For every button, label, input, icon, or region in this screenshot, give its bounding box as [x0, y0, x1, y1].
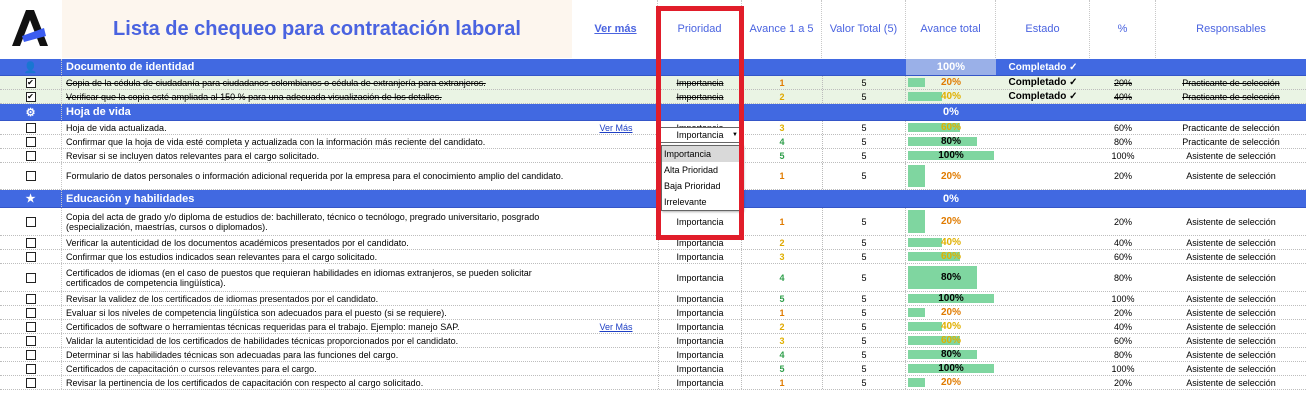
checkbox-cell[interactable] — [0, 121, 62, 134]
dropdown-option[interactable]: Irrelevante — [664, 197, 707, 207]
valor-total: 5 — [822, 264, 906, 291]
checkbox-cell[interactable] — [0, 135, 62, 148]
priority-cell[interactable]: Importancia — [658, 376, 742, 389]
resp-header: Responsables — [1196, 23, 1266, 35]
progress-label: 40% — [940, 237, 961, 248]
table-row — [0, 306, 1306, 320]
task-description: Revisar si se incluyen datos relevantes para el cargo solicitado. — [66, 150, 320, 161]
pct-header: % — [1090, 0, 1156, 58]
progress-label: 60% — [940, 251, 961, 262]
valor-total: 5 — [822, 376, 906, 389]
task-description: Formulario de datos personales o información adicional requerida por la empresa para el conocimiento amplio del candidato. — [66, 171, 564, 181]
section-status: Completado ✓ — [996, 59, 1090, 75]
checkbox-cell[interactable] — [0, 320, 62, 333]
avance-total-cell — [906, 163, 996, 189]
status-cell — [996, 362, 1090, 375]
valor-total: 5 — [822, 250, 906, 263]
checkbox-cell[interactable] — [0, 76, 62, 89]
checkbox-cell[interactable] — [0, 348, 62, 361]
progress-label: 100% — [938, 150, 964, 161]
avance-header: Avance 1 a 5 — [742, 0, 822, 58]
progress-bar — [908, 322, 942, 331]
section-total-value: 0% — [943, 106, 959, 118]
task-description: Determinar si las habilidades técnicas son adecuadas para las funciones del cargo. — [66, 349, 399, 360]
priority-cell[interactable]: Importancia — [658, 90, 742, 103]
avance-value: 2 — [779, 321, 785, 332]
percent-cell: 40% — [1113, 321, 1132, 332]
status-cell — [996, 250, 1090, 263]
task-description: Confirmar que la hoja de vida esté completa y actualizada con la información más reciente del candidato. — [66, 136, 486, 147]
percent-cell: 60% — [1113, 251, 1132, 262]
section-label: Hoja de vida — [66, 106, 131, 118]
checkbox-cell[interactable] — [0, 236, 62, 249]
percent-cell: 60% — [1113, 335, 1132, 346]
progress-label: 100% — [938, 363, 964, 374]
section-row — [0, 190, 1306, 208]
status-cell — [996, 264, 1090, 291]
row-checkbox[interactable] — [26, 238, 36, 248]
progress-bar — [908, 78, 925, 87]
chevron-down-icon[interactable]: ▼ — [732, 132, 738, 138]
percent-cell: 100% — [1111, 363, 1135, 374]
checkbox-cell[interactable] — [0, 90, 62, 103]
progress-bar — [908, 92, 942, 101]
progress-label: 20% — [940, 377, 961, 388]
status-cell — [996, 149, 1090, 162]
responsible-cell: Practicante de selección — [1182, 136, 1280, 147]
avance-total-cell — [906, 320, 996, 333]
avance-total-cell — [906, 376, 996, 389]
status-cell — [996, 236, 1090, 249]
avance-value: 3 — [779, 335, 785, 346]
priority-cell[interactable]: Importancia — [658, 320, 742, 333]
valor-total: 5 — [822, 121, 906, 134]
progress-bar — [908, 165, 925, 187]
valor-total: 5 — [822, 76, 906, 89]
percent-cell: 100% — [1111, 150, 1135, 161]
avance-value: 3 — [779, 122, 785, 133]
percent-cell: 20% — [1113, 77, 1132, 88]
task-description: Evaluar si los niveles de competencia lingüística son adecuados para el puesto (si se requiere). — [66, 307, 447, 318]
ver-mas-link — [574, 163, 658, 189]
responsible-cell: Asistente de selección — [1186, 237, 1276, 248]
progress-label: 80% — [940, 272, 961, 283]
row-checkbox[interactable] — [26, 123, 36, 133]
table-row — [0, 348, 1306, 362]
priority-cell[interactable]: Importancia — [658, 292, 742, 305]
progress-bar — [908, 308, 925, 317]
task-description: Copia del acta de grado y/o diploma de estudios de: bachillerato, técnico o tecnólogo, pregrado universitario, posgrado (especialización, maestrías, cursos o diplomados). — [66, 211, 540, 232]
percent-cell: 40% — [1113, 237, 1132, 248]
ver-mas-link-text[interactable]: Ver Más — [599, 321, 633, 332]
avance-total-cell — [906, 250, 996, 263]
progress-label: 40% — [940, 91, 961, 102]
task-description: Validar la autenticidad de los certificados de habilidades técnicas proporcionados por el candidato. — [66, 335, 459, 346]
section-icon-cell — [0, 59, 62, 75]
section-total-value: 100% — [936, 61, 966, 73]
avance-total-cell — [906, 121, 996, 134]
checkbox-cell[interactable] — [0, 362, 62, 375]
progress-label: 20% — [940, 170, 961, 182]
avance-value: 2 — [779, 91, 785, 102]
avance-total-cell — [906, 264, 996, 291]
ver-mas-link — [574, 362, 658, 375]
checkbox-cell[interactable] — [0, 264, 62, 291]
avance-total-cell — [906, 76, 996, 89]
status-cell — [996, 320, 1090, 333]
priority-cell[interactable]: Importancia — [658, 264, 742, 291]
avance-value: 5 — [779, 293, 785, 304]
progress-label: 20% — [940, 77, 961, 88]
dropdown-option[interactable]: Importancia — [662, 146, 742, 162]
ver-mas-link — [574, 250, 658, 263]
avance-total-cell — [906, 348, 996, 361]
row-checkbox[interactable] — [26, 336, 36, 346]
section-label: Documento de identidad — [66, 61, 195, 73]
avance-value: 5 — [779, 150, 785, 161]
brand-logo — [8, 6, 52, 50]
valor-total: 5 — [822, 320, 906, 333]
avance-value: 4 — [779, 136, 785, 147]
section-total — [906, 59, 996, 75]
person-icon: 👤 — [23, 61, 38, 74]
avance-total-cell — [906, 149, 996, 162]
table-row — [0, 376, 1306, 390]
progress-label: 60% — [940, 122, 961, 133]
percent-cell: 80% — [1113, 272, 1132, 283]
ver-mas-link — [574, 208, 658, 235]
estado-header: Estado — [996, 0, 1090, 58]
checkbox-cell[interactable] — [0, 376, 62, 389]
status-cell — [996, 121, 1090, 134]
row-checkbox[interactable]: ✔ — [27, 77, 34, 87]
priority-dropdown[interactable] — [660, 127, 740, 143]
avance-total-cell — [906, 292, 996, 305]
valor-total: 5 — [822, 334, 906, 347]
row-checkbox[interactable] — [26, 294, 36, 304]
checkbox-cell[interactable] — [0, 334, 62, 347]
table-row — [0, 292, 1306, 306]
valor-total: 5 — [822, 135, 906, 148]
ver-mas-link — [574, 348, 658, 361]
ver-mas-link — [574, 76, 658, 89]
row-checkbox[interactable] — [26, 273, 36, 283]
valor-total: 5 — [822, 149, 906, 162]
section-icon-cell — [0, 190, 62, 207]
avance-value: 1 — [779, 377, 785, 388]
row-checkbox[interactable] — [26, 252, 36, 262]
avance-value: 1 — [779, 77, 785, 88]
priority-cell[interactable]: Importancia — [658, 348, 742, 361]
avance-total-cell — [906, 236, 996, 249]
avance-total-cell — [906, 306, 996, 319]
section-total-value: 0% — [943, 192, 959, 205]
total-header: Avance total — [906, 0, 996, 58]
progress-label: 40% — [940, 321, 961, 332]
valor-total: 5 — [822, 306, 906, 319]
percent-cell: 80% — [1113, 349, 1132, 360]
avance-value: 1 — [779, 171, 785, 181]
task-description: Certificados de idiomas (en el caso de puestos que requieran habilidades en idiomas extranjeros, se pueden solicitar certificados de competencia lingüística). — [66, 267, 532, 288]
status-cell — [996, 306, 1090, 319]
responsible-cell: Asistente de selección — [1186, 349, 1276, 360]
avance-total-cell — [906, 90, 996, 103]
avance-value: 1 — [779, 307, 785, 318]
task-description: Hoja de vida actualizada. — [66, 122, 167, 133]
responsible-cell: Asistente de selección — [1186, 216, 1276, 227]
checkbox-cell[interactable] — [0, 149, 62, 162]
ver-mas-link — [574, 149, 658, 162]
row-checkbox[interactable] — [26, 322, 36, 332]
row-checkbox[interactable] — [26, 308, 36, 318]
status-cell — [996, 135, 1090, 148]
task-description: Confirmar que los estudios indicados sean relevantes para el cargo solicitado. — [66, 251, 378, 262]
responsible-cell: Asistente de selección — [1186, 335, 1276, 346]
responsible-cell: Asistente de selección — [1186, 321, 1276, 332]
priority-cell[interactable]: Importancia — [658, 250, 742, 263]
status-cell — [996, 334, 1090, 347]
percent-cell: 20% — [1113, 307, 1132, 318]
task-description: Revisar la validez de los certificados de idiomas presentados por el candidato. — [66, 293, 379, 304]
dropdown-current-value: Importancia — [676, 130, 724, 140]
avance-total-cell — [906, 135, 996, 148]
priority-dropdown-list — [661, 145, 743, 211]
row-checkbox[interactable] — [26, 217, 36, 227]
ver-mas-link — [574, 376, 658, 389]
row-checkbox[interactable]: ✔ — [27, 91, 34, 101]
ver-mas-link — [574, 236, 658, 249]
percent-cell: 40% — [1113, 91, 1132, 102]
progress-label: 100% — [938, 293, 964, 304]
checkbox-cell[interactable] — [0, 250, 62, 263]
section-row — [0, 104, 1306, 121]
avance-value: 4 — [779, 349, 785, 360]
progress-label: 80% — [940, 349, 961, 360]
status-cell — [996, 348, 1090, 361]
responsible-cell: Asistente de selección — [1186, 363, 1276, 374]
section-total — [906, 190, 996, 207]
header-row — [0, 0, 1306, 58]
percent-cell: 20% — [1113, 216, 1132, 227]
star-icon: ★ — [25, 193, 36, 205]
ver-mas-link — [574, 306, 658, 319]
ver-mas-link — [574, 264, 658, 291]
section-label: Educación y habilidades — [66, 192, 195, 205]
priority-cell[interactable]: Importancia — [658, 208, 742, 235]
responsible-cell: Practicante de selección — [1182, 122, 1280, 133]
progress-bar — [908, 238, 942, 247]
priority-cell[interactable]: Importancia — [658, 334, 742, 347]
priority-cell[interactable]: Importancia — [658, 362, 742, 375]
avance-total-cell — [906, 334, 996, 347]
progress-label: 80% — [940, 136, 961, 147]
table-row — [0, 264, 1306, 292]
gear-icon: ⚙ — [25, 106, 36, 119]
priority-cell[interactable]: Importancia — [658, 236, 742, 249]
percent-cell: 100% — [1111, 293, 1135, 304]
section-total — [906, 104, 996, 120]
ver-mas-link[interactable] — [574, 320, 658, 333]
valor-total: 5 — [822, 348, 906, 361]
valor-total: 5 — [822, 163, 906, 189]
table-row — [0, 334, 1306, 348]
percent-cell: 20% — [1113, 377, 1132, 388]
checkbox-cell[interactable] — [0, 208, 62, 235]
responsible-cell: Practicante de selección — [1182, 77, 1280, 88]
task-description: Certificados de software o herramientas técnicas requeridas para el trabajo. Ejemplo: manejo SAP. — [66, 321, 460, 332]
dropdown-option[interactable]: Baja Prioridad — [664, 181, 721, 191]
ver-mas-link — [574, 334, 658, 347]
valor-total: 5 — [822, 208, 906, 235]
progress-bar — [908, 210, 925, 233]
responsible-cell: Asistente de selección — [1186, 377, 1276, 388]
priority-cell[interactable]: Importancia — [658, 306, 742, 319]
responsible-cell: Asistente de selección — [1186, 251, 1276, 262]
progress-label: 60% — [940, 335, 961, 346]
row-checkbox[interactable] — [26, 171, 36, 181]
task-description: Copia de la cédula de ciudadanía para ciudadanos colombianos o cédula de extranjería para extranjeros. — [66, 77, 486, 88]
task-description: Verificar la autenticidad de los documentos académicos presentados por el candidato. — [66, 237, 409, 248]
progress-bar — [908, 378, 925, 387]
avance-value: 4 — [779, 272, 785, 283]
percent-cell: 20% — [1113, 171, 1132, 181]
table-row — [0, 76, 1306, 90]
sheet-title: Lista de chequeo para contratación laboral — [62, 0, 572, 58]
section-row — [0, 59, 1306, 76]
task-description: Certificados de capacitación o cursos relevantes para el cargo. — [66, 363, 317, 374]
ver-mas-link — [574, 90, 658, 103]
responsible-cell: Asistente de selección — [1186, 307, 1276, 318]
prioridad-header: Prioridad — [658, 0, 742, 58]
valor-total: 5 — [822, 292, 906, 305]
table-row — [0, 90, 1306, 104]
responsible-cell: Practicante de selección — [1182, 91, 1280, 102]
valor-total: 5 — [822, 236, 906, 249]
percent-cell: 80% — [1113, 136, 1132, 147]
ver-mas-link[interactable] — [574, 121, 658, 134]
row-checkbox[interactable] — [26, 364, 36, 374]
ver-mas-link-text[interactable]: Ver Más — [599, 122, 633, 133]
table-row — [0, 236, 1306, 250]
ver-mas-header[interactable]: Ver más — [574, 0, 658, 58]
checkbox-cell[interactable] — [0, 163, 62, 189]
task-description: Verificar que la copia esté ampliada al 150 % para una adecuada visualización de los detalles. — [66, 91, 442, 102]
valor-header: Valor Total (5) — [822, 0, 906, 58]
checkbox-cell[interactable] — [0, 306, 62, 319]
dropdown-option[interactable]: Alta Prioridad — [664, 165, 719, 175]
avance-total-cell — [906, 208, 996, 235]
valor-total: 5 — [822, 362, 906, 375]
ver-mas-link — [574, 292, 658, 305]
table-row — [0, 320, 1306, 334]
responsible-cell: Asistente de selección — [1186, 150, 1276, 161]
table-row — [0, 362, 1306, 376]
row-checkbox[interactable] — [26, 151, 36, 161]
ver-mas-link — [574, 135, 658, 148]
table-row — [0, 163, 1306, 190]
task-description: Revisar la pertinencia de los certificados de capacitación con respecto al cargo solicitado. — [66, 377, 424, 388]
table-row — [0, 149, 1306, 163]
status-cell: Completado ✓ — [1008, 77, 1078, 88]
checkbox-cell[interactable] — [0, 292, 62, 305]
table-row — [0, 208, 1306, 236]
priority-cell[interactable]: Importancia — [658, 76, 742, 89]
status-cell — [996, 208, 1090, 235]
status-cell: Completado ✓ — [1008, 91, 1078, 102]
progress-label: 20% — [940, 216, 961, 227]
table-row — [0, 250, 1306, 264]
status-cell — [996, 292, 1090, 305]
percent-cell: 60% — [1113, 122, 1132, 133]
avance-value: 3 — [779, 251, 785, 262]
row-checkbox[interactable] — [26, 137, 36, 147]
status-cell — [996, 376, 1090, 389]
row-checkbox[interactable] — [26, 378, 36, 388]
status-cell — [996, 163, 1090, 189]
avance-value: 1 — [779, 216, 785, 227]
avance-value: 2 — [779, 237, 785, 248]
responsible-cell: Asistente de selección — [1186, 272, 1276, 283]
row-checkbox[interactable] — [26, 350, 36, 360]
responsible-cell: Asistente de selección — [1186, 171, 1276, 181]
avance-total-cell — [906, 362, 996, 375]
responsible-cell: Asistente de selección — [1186, 293, 1276, 304]
table-row — [0, 135, 1306, 149]
progress-label: 20% — [940, 307, 961, 318]
section-icon-cell — [0, 104, 62, 120]
avance-value: 5 — [779, 363, 785, 374]
table-row — [0, 121, 1306, 135]
valor-total: 5 — [822, 90, 906, 103]
